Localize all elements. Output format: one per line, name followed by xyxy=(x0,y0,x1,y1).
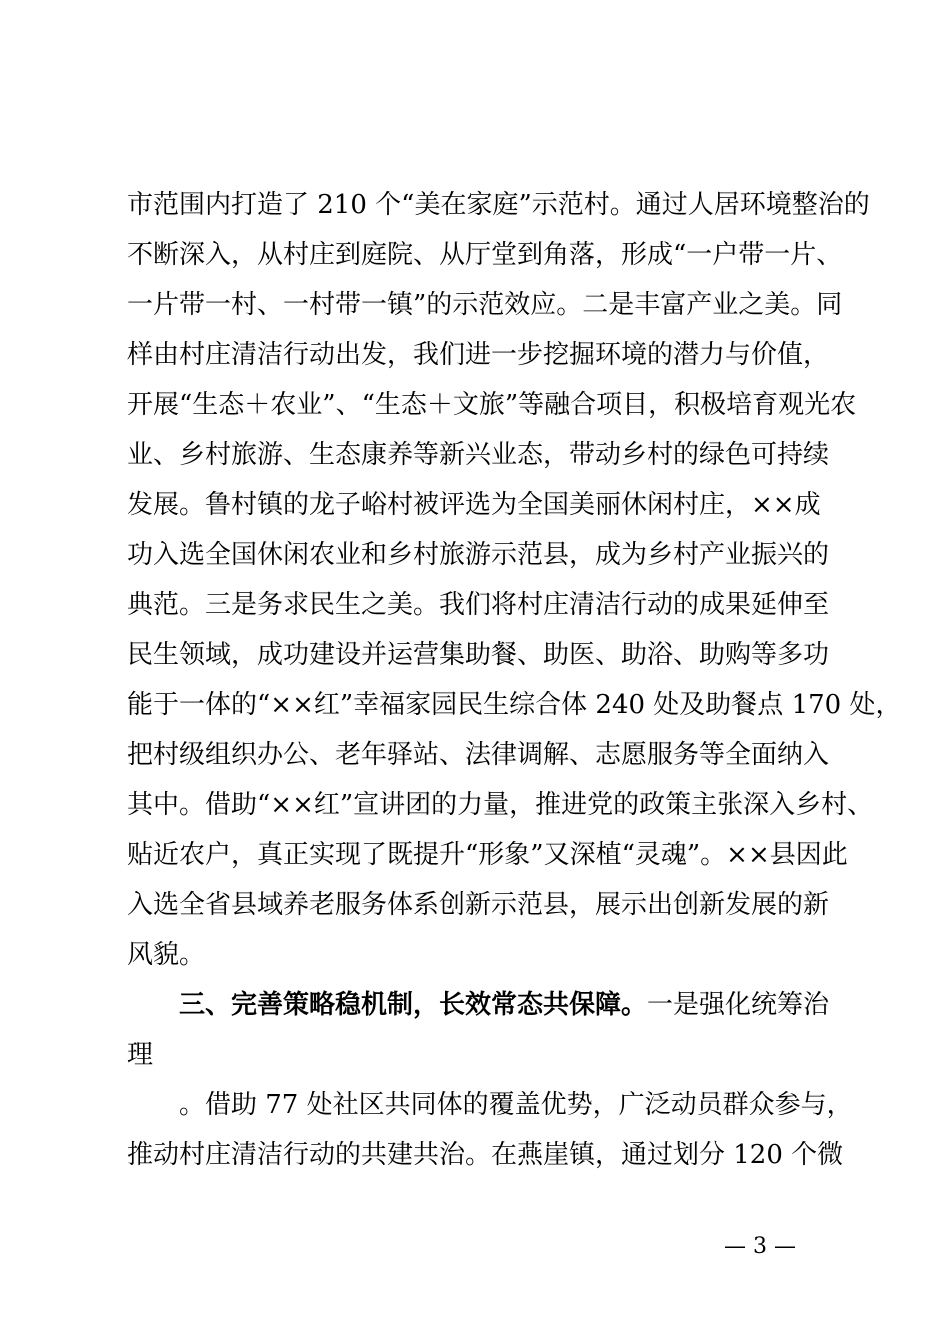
text-line: 发展。鲁村镇的龙子峪村被评选为全国美丽休闲村庄，××成 xyxy=(127,490,821,520)
text-line: 市范围内打造了 210 个“美在家庭”示范村。通过人居环境整治的 xyxy=(127,190,870,220)
text-line: 把村级组织办公、老年驿站、法律调解、志愿服务等全面纳入 xyxy=(127,740,830,770)
page-number: — 3 — xyxy=(724,1234,796,1259)
text-line: 功入选全国休闲农业和乡村旅游示范县，成为乡村产业振兴的 xyxy=(127,540,830,570)
text-line: 推动村庄清洁行动的共建共治。在燕崖镇，通过划分 120 个微 xyxy=(127,1140,844,1170)
text-line: 入选全省县域养老服务体系创新示范县，展示出创新发展的新 xyxy=(127,890,830,920)
heading-continuation-text: 一是强化统筹治 xyxy=(647,990,830,1020)
text-line: 其中。借助“××红”宣讲团的力量，推进党的政策主张深入乡村、 xyxy=(127,790,874,820)
text-line: 样由村庄清洁行动出发，我们进一步挖掘环境的潜力与价值， xyxy=(127,340,830,370)
body-text xyxy=(127,180,902,1180)
text-line: 能于一体的“××红”幸福家园民生综合体 240 处及助餐点 170 处， xyxy=(127,690,902,720)
text-line: 一片带一村、一村带一镇”的示范效应。二是丰富产业之美。同 xyxy=(127,290,843,320)
text-line: 贴近农户，真正实现了既提升“形象”又深植“灵魂”。××县因此 xyxy=(127,840,848,870)
text-line: 业、乡村旅游、生态康养等新兴业态，带动乡村的绿色可持续 xyxy=(127,440,830,470)
text-line: 。借助 77 处社区共同体的覆盖优势，广泛动员群众参与， xyxy=(179,1090,853,1120)
text-line: 不断深入，从村庄到庭院、从厅堂到角落，形成“一户带一片、 xyxy=(127,240,843,270)
text-line: 风貌。 xyxy=(127,940,206,970)
text-line: 开展“生态＋农业”、“生态＋文旅”等融合项目，积极培育观光农 xyxy=(127,390,857,420)
text-line: 典范。三是务求民生之美。我们将村庄清洁行动的成果延伸至 xyxy=(127,590,830,620)
text-line: 理 xyxy=(127,1040,154,1070)
section-heading: 三、完善策略稳机制，长效常态共保障。 xyxy=(179,990,648,1020)
text-line: 民生领域，成功建设并运营集助餐、助医、助浴、助购等多功 xyxy=(127,640,830,670)
section-heading-line xyxy=(127,980,839,1030)
